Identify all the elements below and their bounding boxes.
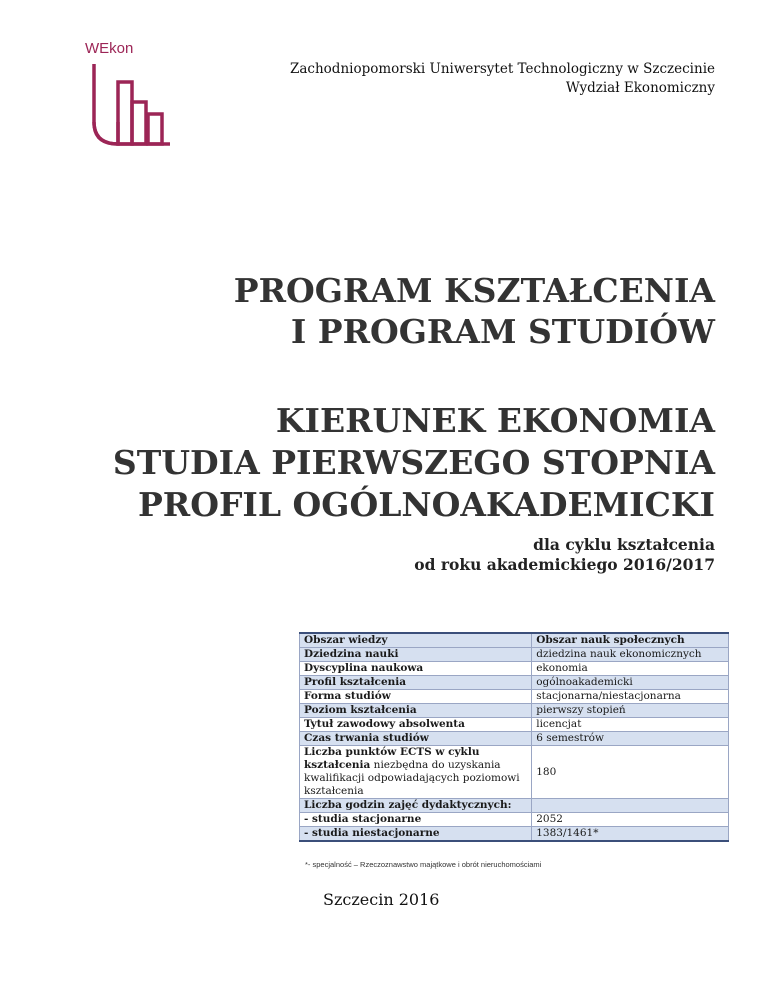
program-info-table (299, 632, 729, 842)
university-name: Zachodniopomorski Uniwersytet Technologiczny w Szczecinie (290, 61, 715, 77)
ects-key-line-1: Liczba punktów ECTS w cyklu (304, 746, 480, 758)
table-row (300, 648, 729, 662)
cycle-line-2: od roku akademickiego 2016/2017 (414, 555, 715, 574)
ects-key-bold: kształcenia (304, 759, 371, 771)
ects-key (300, 746, 532, 799)
table-row-ects (300, 746, 729, 799)
institution-header (290, 60, 715, 98)
row-value: 6 semestrów (532, 732, 729, 746)
footnote: *- specjalność – Rzeczoznawstwo majątkowe i obrót nieruchomościami (305, 860, 542, 869)
table-row (300, 662, 729, 676)
table-row (300, 690, 729, 704)
row-value: 2052 (532, 813, 729, 827)
education-cycle (414, 535, 715, 575)
faculty-name: Wydział Ekonomiczny (565, 80, 715, 96)
document-title (234, 270, 715, 352)
row-value: licencjat (532, 718, 729, 732)
row-value: 1383/1461* (532, 827, 729, 842)
subtitle-line-3: PROFIL OGÓLNOAKADEMICKI (137, 485, 715, 524)
subtitle-line-1: KIERUNEK EKONOMIA (275, 401, 715, 440)
table-row (300, 633, 729, 648)
title-line-2: I PROGRAM STUDIÓW (290, 312, 715, 351)
program-subtitle (113, 400, 715, 526)
row-value: Obszar nauk społecznych (532, 633, 729, 648)
logo-text: WEkon (85, 40, 134, 57)
row-value: stacjonarna/niestacjonarna (532, 690, 729, 704)
cycle-line-1: dla cyklu kształcenia (533, 535, 715, 554)
row-key: Dyscyplina naukowa (300, 662, 532, 676)
title-line-1: PROGRAM KSZTAŁCENIA (233, 271, 715, 310)
row-key: Czas trwania studiów (300, 732, 532, 746)
row-key: Forma studiów (300, 690, 532, 704)
table-row (300, 827, 729, 842)
subtitle-line-2: STUDIA PIERWSZEGO STOPNIA (112, 443, 715, 482)
row-value: dziedzina nauk ekonomicznych (532, 648, 729, 662)
place-and-year: Szczecin 2016 (323, 890, 440, 909)
table-row (300, 732, 729, 746)
table-row (300, 676, 729, 690)
row-key: Poziom kształcenia (300, 704, 532, 718)
table-row-hours-label (300, 799, 729, 813)
hours-label: Liczba godzin zajęć dydaktycznych: (300, 799, 532, 813)
table-row (300, 704, 729, 718)
row-key: - studia niestacjonarne (300, 827, 532, 842)
row-value: ekonomia (532, 662, 729, 676)
ects-value: 180 (532, 746, 729, 799)
row-key: - studia stacjonarne (300, 813, 532, 827)
row-key: Profil kształcenia (300, 676, 532, 690)
row-key: Dziedzina nauki (300, 648, 532, 662)
ects-key-rest: niezbędna do uzyskania kwalifikacji odpowiadających poziomowi kształcenia (304, 759, 520, 797)
row-key: Obszar wiedzy (300, 633, 532, 648)
table-row (300, 718, 729, 732)
logo-bars-icon (90, 62, 176, 150)
row-value: pierwszy stopień (532, 704, 729, 718)
wekon-logo (85, 40, 177, 152)
hours-label-empty (532, 799, 729, 813)
row-key: Tytuł zawodowy absolwenta (300, 718, 532, 732)
table-row (300, 813, 729, 827)
row-value: ogólnoakademicki (532, 676, 729, 690)
